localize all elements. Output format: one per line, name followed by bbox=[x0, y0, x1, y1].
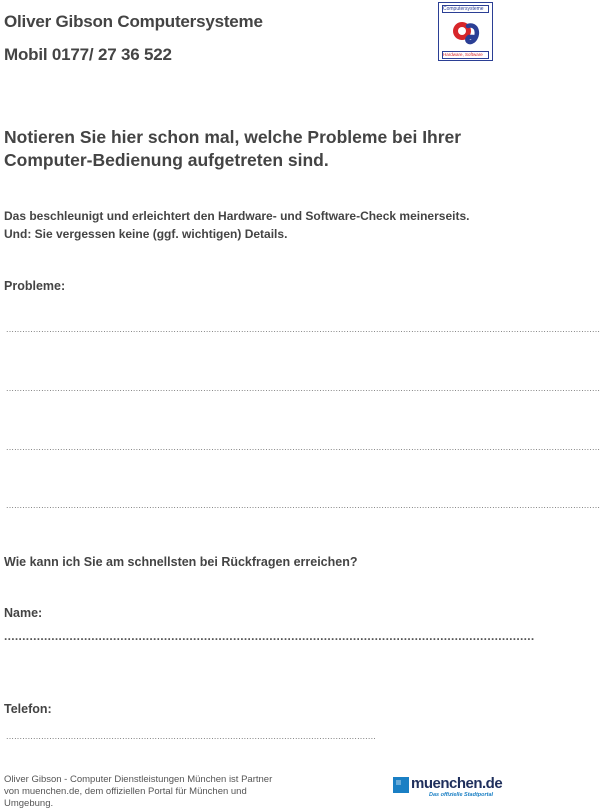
problem-line-2[interactable]: ............................................................................................................................................................................................................................ bbox=[6, 383, 600, 393]
company-phone: Mobil 0177/ 27 36 522 bbox=[4, 45, 172, 64]
og-logo-icon bbox=[451, 17, 481, 47]
name-label: Name: bbox=[4, 606, 43, 620]
intro-heading: Notieren Sie hier schon mal, welche Probleme bei Ihrer Computer-Bedienung aufgetreten sind. bbox=[4, 127, 462, 170]
company-logo bbox=[438, 2, 493, 61]
footer-text: Oliver Gibson - Computer Dienstleistungen München ist Partner von muenchen.de, dem offiziellen Portal für München und Umgebung. bbox=[4, 774, 273, 809]
muenchen-logo[interactable] bbox=[393, 775, 503, 799]
problems-label: Probleme: bbox=[4, 279, 66, 293]
problem-line-3[interactable]: ............................................................................................................................................................................................................................ bbox=[6, 442, 600, 452]
phone-label: Telefon: bbox=[4, 702, 52, 716]
phone-line[interactable]: ......................................................................................................................................... bbox=[6, 731, 376, 741]
intro-text: Das beschleunigt und erleichtert den Hardware- und Software-Check meinerseits. Und: Sie vergessen keine (ggf. wichtigen) Details. bbox=[4, 209, 470, 241]
logo-text-top: Computersysteme bbox=[443, 6, 484, 12]
problem-line-1[interactable]: ............................................................................................................................................................................................................................ bbox=[6, 324, 600, 334]
contact-question: Wie kann ich Sie am schnellsten bei Rückfragen erreichen? bbox=[4, 555, 358, 569]
muenchen-tagline: Das offizielle Stadtportal bbox=[429, 792, 494, 798]
company-name: Oliver Gibson Computersysteme bbox=[4, 12, 263, 31]
muenchen-brand: muenchen.de bbox=[411, 775, 503, 792]
problem-line-4[interactable]: ............................................................................................................................................................................................................................ bbox=[6, 500, 600, 510]
logo-text-bottom: Hardware, Software bbox=[443, 52, 483, 57]
muenchen-square-icon bbox=[393, 777, 409, 793]
name-line[interactable]: .................................................................................................................................................. bbox=[4, 629, 535, 643]
